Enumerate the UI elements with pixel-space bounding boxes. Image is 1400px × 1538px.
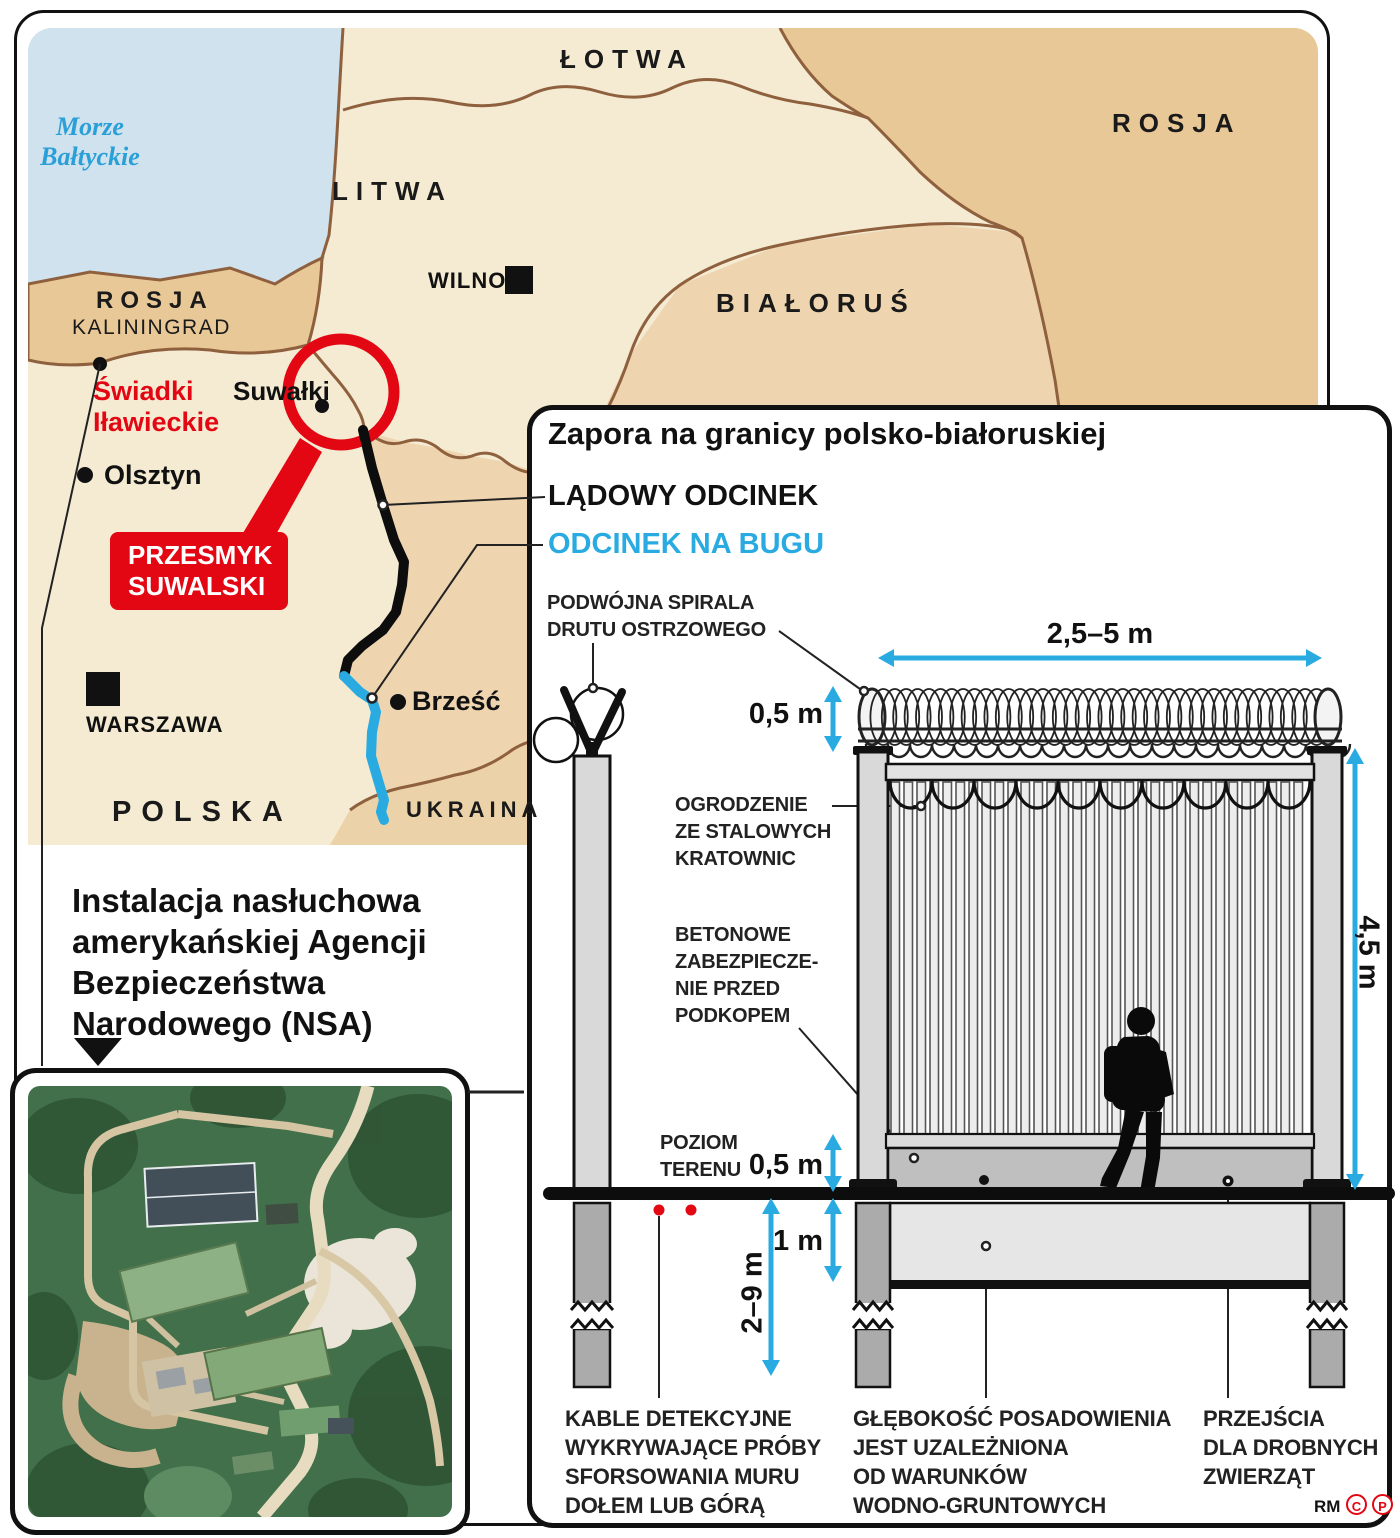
- sea-label: Morze Bałtyckie: [40, 112, 140, 171]
- copyright-icon: C: [1346, 1494, 1367, 1515]
- press-icon: P: [1372, 1494, 1393, 1515]
- razor-wire-label: PODWÓJNA SPIRALA DRUTU OSTRZOWEGO: [547, 592, 767, 641]
- city-olsztyn: Olsztyn: [104, 460, 202, 490]
- suwalki-gap-label: PRZESMYK SUWALSKI: [110, 532, 288, 610]
- nsa-site-label: Świadki Iławieckie: [93, 376, 220, 437]
- base-height-measure: 0,5 m: [748, 1149, 823, 1181]
- brzesc-dot: [390, 694, 406, 710]
- city-brzesc: Brześć: [412, 686, 501, 716]
- legend-land-section: LĄDOWY ODCINEK: [548, 480, 819, 512]
- foundation-depth-measure: 2–9 m: [736, 1251, 769, 1334]
- animal-pass-label: PRZEJŚCIA DLA DROBNYCH ZWIERZĄT: [1203, 1406, 1379, 1489]
- fence-label: OGRODZENIE ZE STALOWYCH KRATOWNIC: [675, 794, 832, 870]
- country-russia: ROSJA: [1112, 108, 1242, 138]
- country-russia-exclave: ROSJA: [96, 287, 214, 314]
- country-belarus: BIAŁORUŚ: [716, 288, 916, 318]
- legend-bug-section: ODCINEK NA BUGU: [548, 528, 825, 560]
- country-poland: POLSKA: [112, 796, 293, 828]
- city-suwalki: Suwałki: [233, 376, 330, 406]
- barrier-panel: [527, 405, 1392, 1528]
- country-latvia: ŁOTWA: [560, 44, 694, 74]
- swiadki-dot: [93, 357, 107, 371]
- slab-depth-measure: 1 m: [773, 1225, 823, 1257]
- warszawa-square: [86, 672, 120, 706]
- kaliningrad-label: KALININGRAD: [72, 316, 231, 339]
- wilno-square: [505, 266, 533, 294]
- credit-rm: RM: [1314, 1497, 1341, 1516]
- olsztyn-dot: [77, 467, 93, 483]
- nsa-caption: Instalacja nasłuchowa amerykańskiej Agencji Bezpieczeństwa Narodowego (NSA): [72, 882, 427, 1042]
- concrete-label: BETONOWE ZABEZPIECZE- NIE PRZED PODKOPEM: [675, 924, 819, 1027]
- fence-height-measure: 4,5 m: [1352, 915, 1385, 990]
- cables-label: KABLE DETEKCYJNE WYKRYWAJĄCE PRÓBY SFORSOWANIA MURU DOŁEM LUB GÓRĄ: [565, 1406, 822, 1518]
- foundation-label: GŁĘBOKOŚĆ POSADOWIENIA JEST UZALEŻNIONA OD WARUNKÓW WODNO-GRUNTOWYCH: [853, 1406, 1172, 1518]
- satellite-photo: [10, 1068, 470, 1535]
- city-wilno: WILNO: [428, 268, 507, 293]
- country-lithuania: LITWA: [332, 176, 453, 206]
- country-ukraine: UKRAINA: [406, 797, 543, 822]
- city-warszawa: WARSZAWA: [86, 712, 224, 737]
- satellite-image: [28, 1086, 452, 1517]
- coil-height-measure: 0,5 m: [748, 698, 823, 730]
- ground-level-label: POZIOM TERENU: [660, 1132, 742, 1181]
- down-triangle-icon: [74, 1038, 122, 1066]
- panel-title: Zapora na granicy polsko-białoruskiej: [548, 416, 1107, 451]
- span-measure: 2,5–5 m: [1046, 618, 1154, 650]
